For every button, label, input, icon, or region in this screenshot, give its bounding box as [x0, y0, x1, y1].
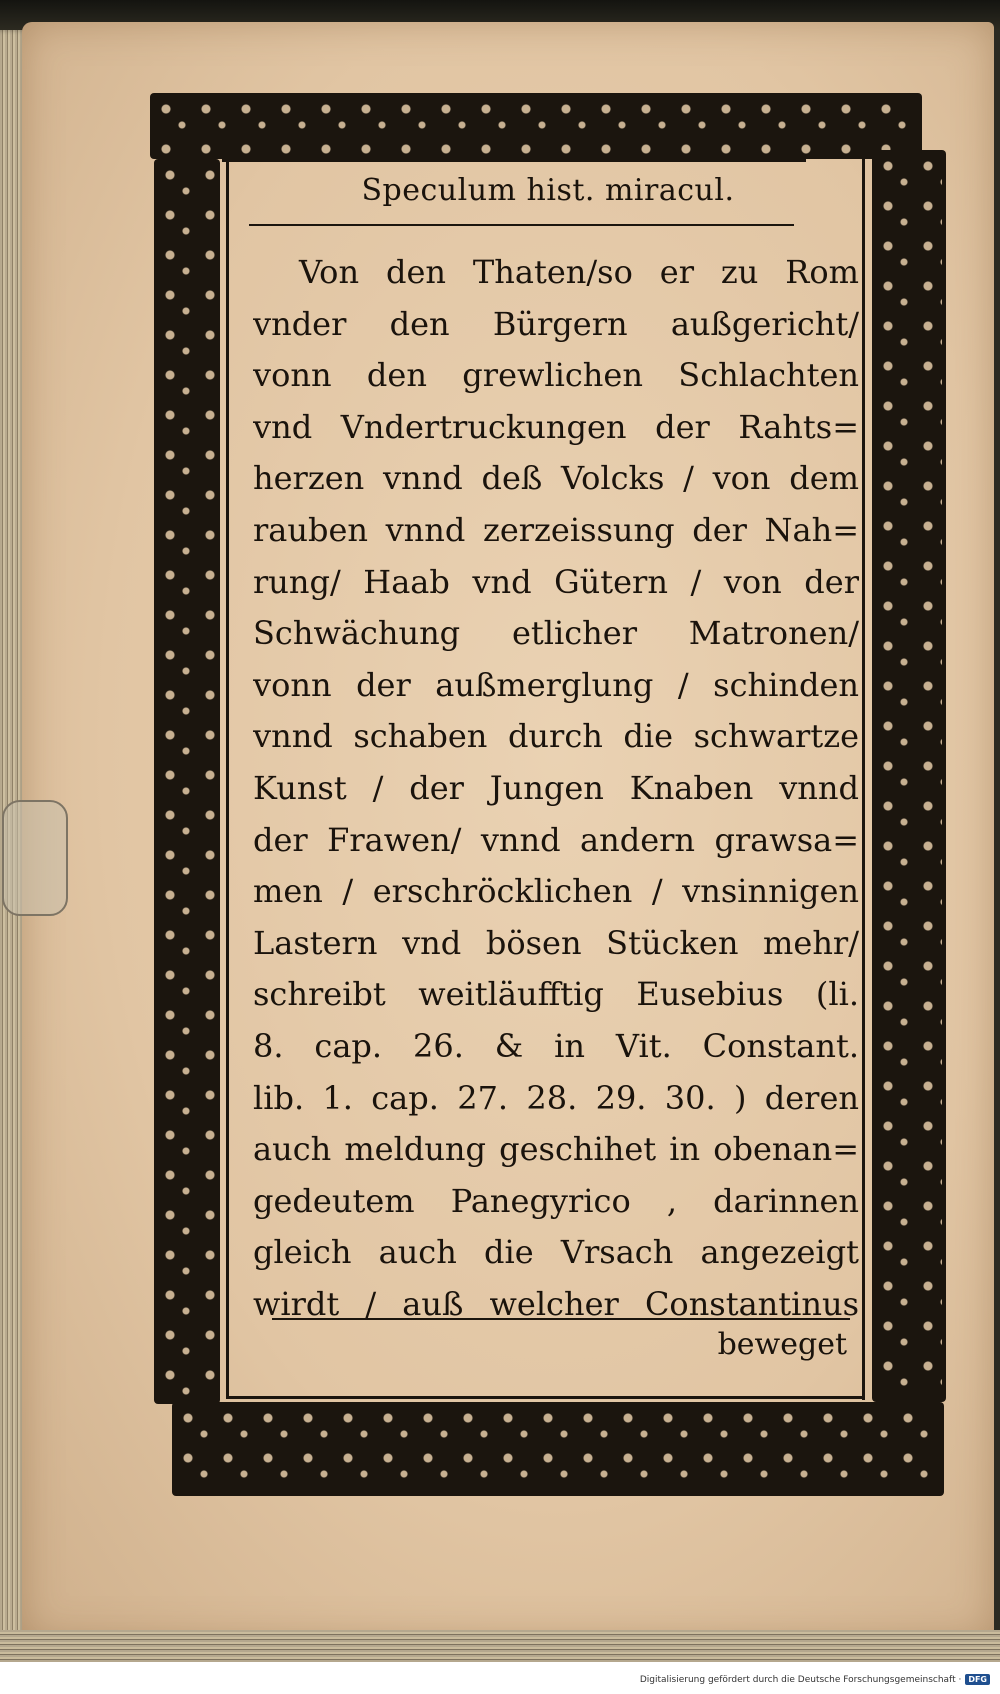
- text-line: men / erschröcklichen / vnsinnigen: [253, 872, 859, 911]
- ornamental-border-bottom: [172, 1402, 944, 1496]
- text-line: herzen vnnd deß Volcks / von dem: [253, 459, 859, 498]
- ornamental-border-left: [154, 159, 220, 1404]
- text-line: vnnd schaben durch die schwartze: [253, 717, 859, 756]
- ornamental-border-right: [872, 150, 946, 1402]
- catchword: beweget: [717, 1327, 847, 1362]
- text-line: auch meldung geschihet in obenan=: [253, 1130, 859, 1169]
- text-block: [229, 155, 867, 1400]
- running-head: Speculum hist. miracul.: [361, 173, 735, 208]
- text-line: der Frawen/ vnnd andern grawsa=: [253, 820, 859, 859]
- text-line: rung/ Haab vnd Gütern / von der: [253, 562, 859, 601]
- bookmark-tab: [2, 800, 68, 916]
- page-bottom-edge: [0, 1630, 1000, 1662]
- text-line: vnder den Bürgern außgericht/: [253, 304, 859, 343]
- text-line: Kunst / der Jungen Knaben vnnd: [253, 768, 859, 807]
- text-line: vonn der außmerglung / schinden: [253, 665, 859, 704]
- digitization-credit: [640, 1674, 990, 1685]
- text-line: gleich auch die Vrsach angezeigt: [253, 1233, 859, 1272]
- ornamental-border-top: [150, 93, 922, 159]
- text-line: vnd Vndertruckungen der Rahts=: [253, 407, 859, 446]
- text-line: schreibt weitläufftig Eusebius (li.: [253, 975, 859, 1014]
- body-text: [253, 247, 859, 1330]
- text-line: rauben vnnd zerzeissung der Nah=: [253, 510, 859, 549]
- text-line: vonn den grewlichen Schlachten: [253, 356, 859, 395]
- dfg-logo: DFG: [965, 1674, 990, 1685]
- text-line: 8. cap. 26. & in Vit. Constant.: [253, 1026, 859, 1065]
- text-line: lib. 1. cap. 27. 28. 29. 30. ) deren: [253, 1078, 859, 1117]
- text-line: gedeutem Panegyrico , darinnen: [253, 1181, 859, 1220]
- text-line: Von den Thaten/so er zu Rom: [299, 253, 859, 291]
- text-line: Schwächung etlicher Matronen/: [253, 614, 859, 653]
- text-line: wirdt / auß welcher Constantinus: [253, 1284, 859, 1323]
- text-line: Lastern vnd bösen Stücken mehr/: [253, 923, 859, 962]
- credit-text: Digitalisierung gefördert durch die Deutsche Forschungsgemeinschaft ·: [639, 1674, 962, 1685]
